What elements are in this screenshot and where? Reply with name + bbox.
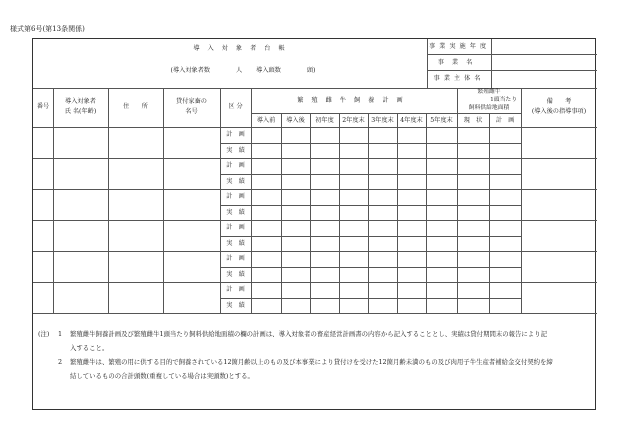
row-3-actual-label: 実 績 — [226, 209, 245, 216]
col-header-feed-0: 現 状 — [463, 117, 483, 124]
info-label-operator: 事業主体名 — [433, 75, 485, 82]
row-1-plan-label: 計 画 — [226, 131, 245, 138]
col-group-breeding-plan: 繁殖雌牛飼養計画 — [297, 97, 411, 104]
info-label-project: 事業名 — [437, 59, 481, 66]
col-header-plan-6: 5年度末 — [430, 117, 453, 124]
col-header-plan-3: 2年度末 — [342, 117, 365, 124]
note-2-line2: 結しているものの合計頭数(重複している場合は実頭数)とする。 — [70, 372, 254, 380]
note-1-line2: 入すること。 — [70, 344, 109, 352]
row-5-actual-label: 実 績 — [226, 271, 245, 278]
row-4-actual-label: 実 績 — [226, 240, 245, 247]
row-6-plan-label: 計 画 — [226, 286, 245, 293]
col-group-feed-line2: 1頭当たり — [490, 97, 517, 103]
col-header-plan-1: 導入後 — [286, 117, 305, 124]
col-header-lender-line2: 名号 — [185, 108, 198, 115]
row-6-actual-label: 実 績 — [226, 302, 245, 309]
form-title: 導入対象者台帳 — [193, 45, 293, 52]
col-group-feed-line3: 飼料供給地面積 — [468, 105, 510, 111]
ledger-form — [32, 38, 596, 410]
note-2-line1: 繁殖雌牛は、繁殖の用に供する目的で飼養されている12箇月齢以上のもの及び本事業により貸付けを受けた12箇月齢未満のもの及び肉用子牛生産者補給金交付契約を締 — [70, 358, 553, 366]
subtitle-unit-persons: 人 — [236, 67, 243, 74]
col-header-plan-5: 4年度末 — [400, 117, 423, 124]
col-group-feed-line1: 繁殖雌牛 — [477, 89, 501, 95]
col-header-feed-1: 計 画 — [495, 117, 515, 124]
col-header-name-line1: 導入対象者 — [65, 98, 96, 105]
note-1-line1: 繁殖雌牛飼養計画及び繁殖雌牛1頭当たり飼料供給地面積の欄の計画は、導入対象者の畜産経営計画書の内容から記入することとし、実績は貸付期間末の報告により記 — [70, 330, 547, 338]
row-3-plan-label: 計 画 — [226, 193, 245, 200]
note-2-number: 2 — [58, 358, 63, 366]
row-5-plan-label: 計 画 — [226, 255, 245, 262]
row-2-plan-label: 計 画 — [226, 162, 245, 169]
col-header-name-line2: 氏 名(年齢) — [64, 108, 97, 115]
col-header-remarks-line1: 備 考 — [546, 98, 572, 105]
col-header-category: 区 分 — [228, 103, 243, 110]
info-label-year: 事業実施年度 — [429, 43, 491, 50]
subtitle-prefix: (導入対象者数 — [170, 67, 211, 74]
col-header-address: 住 所 — [123, 103, 148, 110]
note-2 — [38, 355, 590, 369]
row-2-actual-label: 実 績 — [226, 178, 245, 185]
form-subtitle — [133, 65, 353, 74]
row-1-actual-label: 実 績 — [226, 147, 245, 154]
notes-section — [38, 327, 590, 383]
col-header-plan-2: 初年度 — [315, 117, 334, 124]
note-1 — [38, 327, 590, 341]
subtitle-unit-head: 頭) — [306, 67, 316, 74]
col-header-lender-line1: 貸付家畜の — [176, 98, 207, 105]
notes-head: (注) — [38, 330, 50, 338]
subtitle-middle: 導入頭数 — [256, 67, 281, 74]
col-header-plan-4: 3年度末 — [371, 117, 394, 124]
col-header-number: 番号 — [36, 103, 50, 110]
note-1-number: 1 — [58, 330, 63, 338]
col-header-plan-0: 導入前 — [256, 117, 276, 124]
row-4-plan-label: 計 画 — [226, 224, 245, 231]
form-number-label: 様式第6号(第13条関係) — [10, 25, 85, 33]
col-header-remarks-line2: (導入後の指導事項) — [531, 108, 587, 115]
